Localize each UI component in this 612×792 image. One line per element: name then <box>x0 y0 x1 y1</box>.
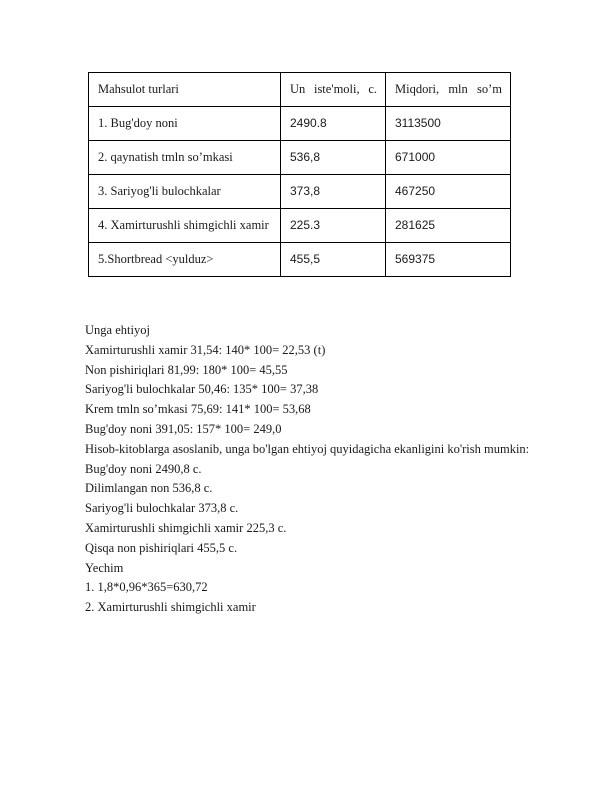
text-line: Bug'doy noni 391,05: 157* 100= 249,0 <box>85 421 282 436</box>
text-line: Xamirturushli xamir 31,54: 140* 100= 22,53 (t) <box>85 342 326 357</box>
product-name-cell: 3. Sariyog'li bulochkalar <box>89 175 281 209</box>
text-line: Sariyog'li bulochkalar 373,8 c. <box>85 501 239 516</box>
amount-cell: 671000 <box>386 141 511 175</box>
consumption-cell: 373,8 <box>281 175 386 209</box>
header-cell-flour-consumption <box>281 73 386 107</box>
amount-cell: 467250 <box>386 175 511 209</box>
text-line: Dilimlangan non 536,8 c. <box>85 481 213 496</box>
table-row <box>89 243 511 277</box>
text-line: Non pishiriqlari 81,99: 180* 100= 45,55 <box>85 362 288 377</box>
consumption-cell: 2490.8 <box>281 107 386 141</box>
product-name-cell: 1. Bug'doy noni <box>89 107 281 141</box>
consumption-cell: 536,8 <box>281 141 386 175</box>
header-cell-amount <box>386 73 511 107</box>
amount-cell: 569375 <box>386 243 511 277</box>
text-line: Krem tmln so’mkasi 75,69: 141* 100= 53,68 <box>85 402 311 417</box>
text-line: Unga ehtiyoj <box>85 323 150 337</box>
header-cell-product-types: Mahsulot turlari <box>89 73 281 107</box>
text-line: Bug'doy noni 2490,8 c. <box>85 461 202 476</box>
product-name-cell: 5.Shortbread <yulduz> <box>89 243 281 277</box>
text-line: Xamirturushli shimgichli xamir 225,3 c. <box>85 520 287 535</box>
text-line: Qisqa non pishiriqlari 455,5 c. <box>85 540 238 555</box>
text-line: Sariyog'li bulochkalar 50,46: 135* 100= 37,38 <box>85 382 319 397</box>
text-line: 2. Xamirturushli shimgichli xamir <box>85 600 256 615</box>
paragraph: Hisob-kitoblarga asoslanib, unga bo'lgan ehtiyoj quyidagicha ekanligini ko'rish mumkin: <box>85 441 530 456</box>
products-table <box>88 72 511 277</box>
table-row <box>89 209 511 243</box>
header-label: Un iste'moli, c. <box>290 82 377 96</box>
table-row <box>89 107 511 141</box>
table-header-row <box>89 73 511 107</box>
section-heading: Yechim <box>85 560 124 575</box>
amount-cell: 281625 <box>386 209 511 243</box>
consumption-cell: 225.3 <box>281 209 386 243</box>
product-name-cell: 2. qaynatish tmln so’mkasi <box>89 141 281 175</box>
amount-cell: 3113500 <box>386 107 511 141</box>
header-label: Miqdori, mln so’m <box>395 82 502 96</box>
text-line: 1. 1,8*0,96*365=630,72 <box>85 580 208 595</box>
table-row <box>89 141 511 175</box>
table-row <box>89 175 511 209</box>
product-name-text: 4. Xamirturushli shimgichli xamir <box>98 218 269 232</box>
consumption-cell: 455,5 <box>281 243 386 277</box>
body-text <box>85 321 545 618</box>
product-name-cell <box>89 209 281 243</box>
